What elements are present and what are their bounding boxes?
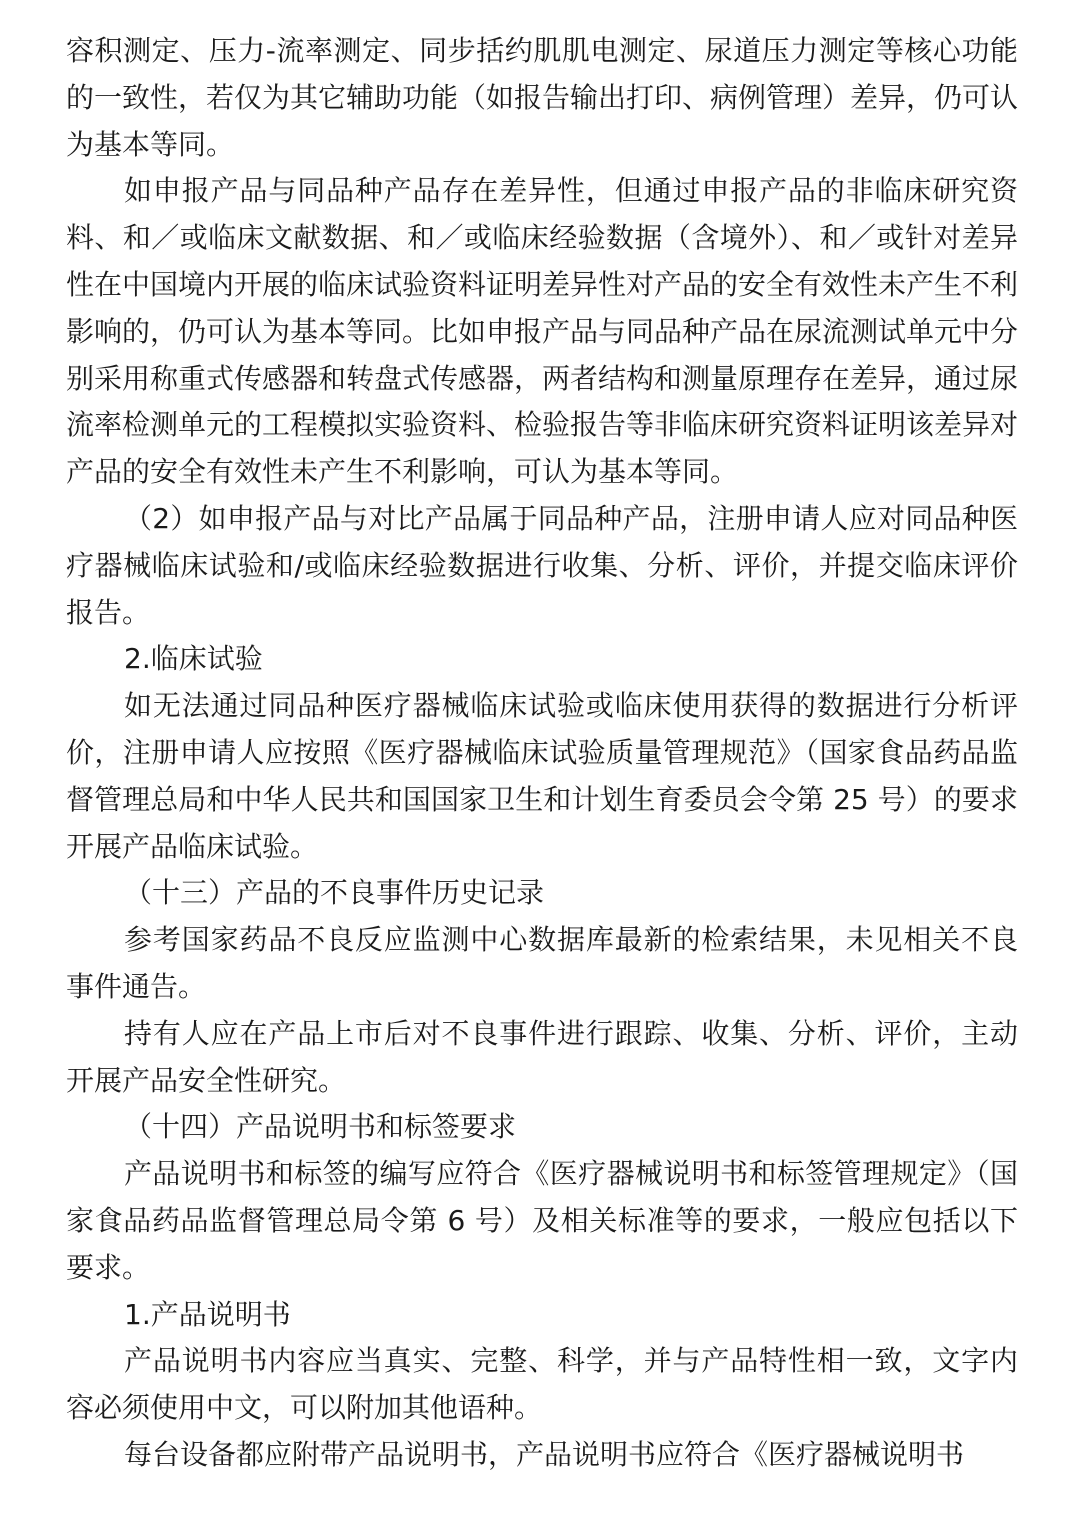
paragraph-manual-attached: 每台设备都应附带产品说明书，产品说明书应符合《医疗器械说明书: [124, 1437, 965, 1471]
paragraph-manual-content: 产品说明书内容应当真实、完整、科学，并与产品特性相一致，文字内容必须使用中文，可以附加其他语种。: [66, 1344, 1018, 1425]
section-heading-clinical-trial: 2.临床试验: [124, 642, 263, 676]
document-page: [66, 28, 1018, 1479]
paragraph-labeling-regulation: 产品说明书和标签的编写应符合《医疗器械说明书和标签管理规定》（国家食品药品监督管理总局令第 6 号）及相关标准等的要求，一般应包括以下要求。: [66, 1157, 1018, 1284]
section-heading-adverse-event-history: （十三）产品的不良事件历史记录: [124, 876, 545, 910]
paragraph-post-market-tracking: 持有人应在产品上市后对不良事件进行跟踪、收集、分析、评价，主动开展产品安全性研究。: [66, 1016, 1018, 1097]
paragraph-difference-assessment: 如申报产品与同品种产品存在差异性，但通过申报产品的非临床研究资料、和／或临床文献数据、和／或临床经验数据（含境外）、和／或针对差异性在中国境内开展的临床试验资料证明差异性对产品的安全有效性未产生不利影响的，仍可认为基本等同。比如申报产品与同品种产品在尿流测试单元中分别采用称重式传感器和转盘式传感器，两者结构和测量原理存在差异，通过尿流率检测单元的工程模拟实验资料、检验报告等非临床研究资料证明该差异对产品的安全有效性未产生不利影响，可认为基本等同。: [66, 174, 1019, 489]
section-heading-instructions-and-labels: （十四）产品说明书和标签要求: [124, 1110, 517, 1144]
paragraph-adverse-event-database: 参考国家药品不良反应监测中心数据库最新的检索结果，未见相关不良事件通告。: [66, 923, 1018, 1003]
paragraph-same-variety-clinical-data: （2）如申报产品与对比产品属于同品种产品，注册申请人应对同品种医疗器械临床试验和/或临床经验数据进行收集、分析、评价，并提交临床评价报告。: [66, 501, 1018, 629]
paragraph-clinical-trial-requirement: 如无法通过同品种医疗器械临床试验或临床使用获得的数据进行分析评价，注册申请人应按照《医疗器械临床试验质量管理规范》（国家食品药品监督管理总局和中华人民共和国国家卫生和计划生育委员会令第 25 号）的要求开展产品临床试验。: [66, 689, 1018, 863]
section-heading-product-manual: 1.产品说明书: [124, 1297, 291, 1331]
paragraph-core-function-consistency: 容积测定、压力-流率测定、同步括约肌肌电测定、尿道压力测定等核心功能的一致性，若仅为其它辅助功能（如报告输出打印、病例管理）差异，仍可认为基本等同。: [66, 34, 1019, 161]
